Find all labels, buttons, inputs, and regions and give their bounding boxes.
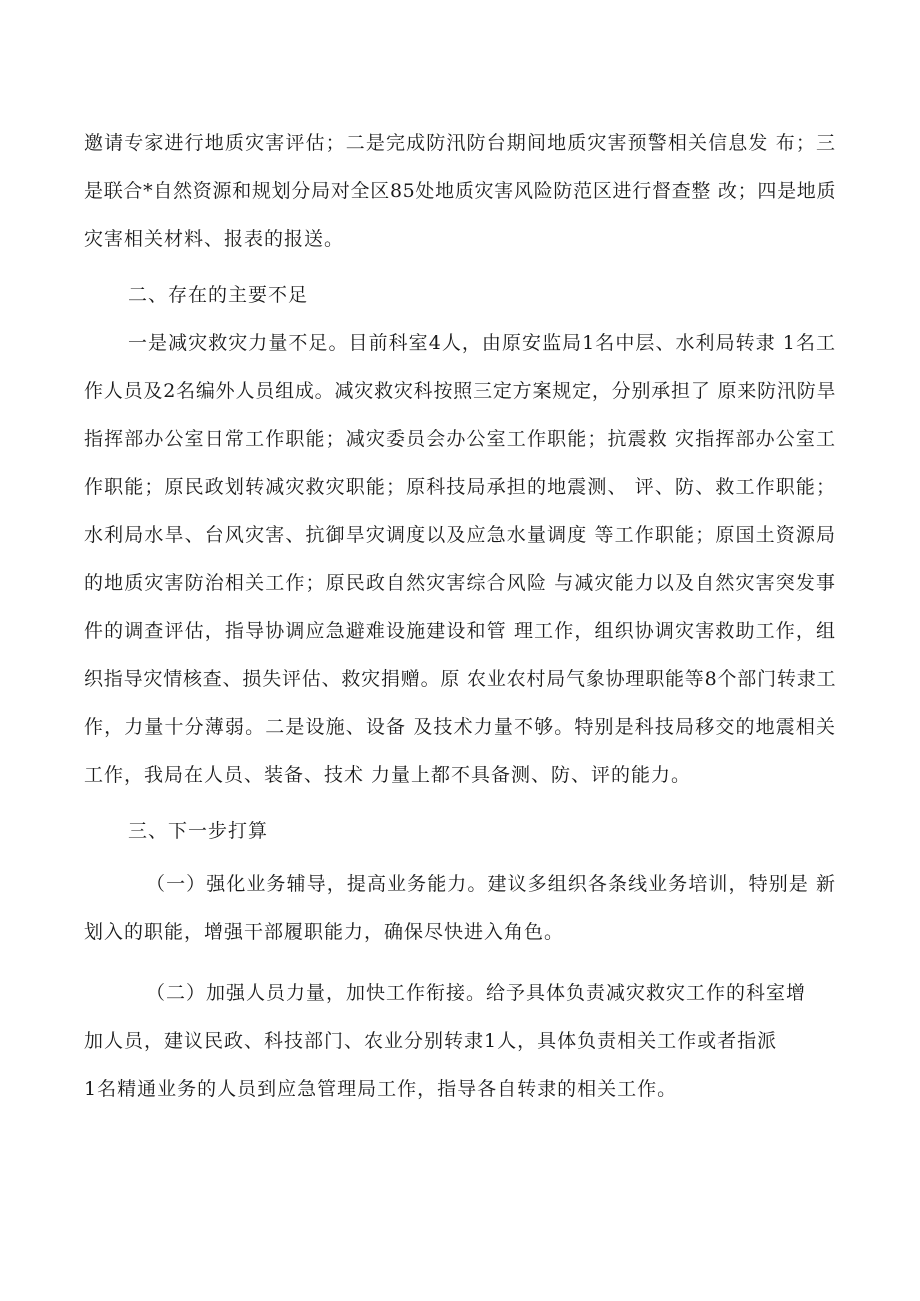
section-heading: 三、下一步打算 (128, 820, 269, 842)
paragraph-line: （一）强化业务辅导，提高业务能力。建议多组织各条线业务培训，特别是 新 (146, 873, 836, 895)
paragraph-line: （二）加强人员力量，加快工作衔接。给予具体负责减灾救灾工作的科室增 (146, 982, 807, 1004)
section-heading: 二、存在的主要不足 (128, 284, 309, 306)
paragraph-line: 作人员及2名编外人员组成。减灾救灾科按照三定方案规定，分别承担了 原来防汛防旱 (84, 380, 836, 402)
paragraph-line: 工作，我局在人员、装备、技术 力量上都不具备测、防、评的能力。 (84, 764, 692, 786)
paragraph-line: 一是减灾救灾力量不足。目前科室4人，由原安监局1名中层、水利局转隶 1名工 (128, 332, 836, 354)
paragraph-line: 指挥部办公室日常工作职能；减灾委员会办公室工作职能；抗震救 灾指挥部办公室工 (84, 428, 836, 450)
paragraph-line: 作，力量十分薄弱。二是设施、设备 及技术力量不够。特别是科技局移交的地震相关 (84, 716, 836, 738)
paragraph-line: 的地质灾害防治相关工作；原民政自然灾害综合风险 与减灾能力以及自然灾害突发事 (84, 572, 836, 594)
paragraph-line: 作职能；原民政划转减灾救灾职能；原科技局承担的地震测、 评、防、救工作职能； (84, 476, 836, 498)
paragraph-line: 1名精通业务的人员到应急管理局工作，指导各自转隶的相关工作。 (84, 1078, 678, 1100)
paragraph-line: 是联合*自然资源和规划分局对全区85处地质灾害风险防范区进行督查整 改；四是地质 (84, 180, 836, 202)
paragraph-line: 加人员，建议民政、科技部门、农业分别转隶1人，具体负责相关工作或者指派 (84, 1030, 778, 1052)
paragraph-line: 织指导灾情核查、损失评估、救灾捐赠。原 农业农村局气象协理职能等8个部门转隶工 (84, 668, 836, 690)
paragraph-line: 灾害相关材料、报表的报送。 (84, 228, 345, 250)
paragraph-line: 水利局水旱、台风灾害、抗御旱灾调度以及应急水量调度 等工作职能；原国土资源局 (84, 524, 836, 546)
paragraph-line: 件的调查评估，指导协调应急避难设施建设和管 理工作，组织协调灾害救助工作，组 (84, 620, 836, 642)
paragraph-line: 划入的职能，增强干部履职能力，确保尽快进入角色。 (84, 921, 565, 943)
paragraph-line: 邀请专家进行地质灾害评估；二是完成防汛防台期间地质灾害预警相关信息发 布；三 (84, 132, 836, 154)
